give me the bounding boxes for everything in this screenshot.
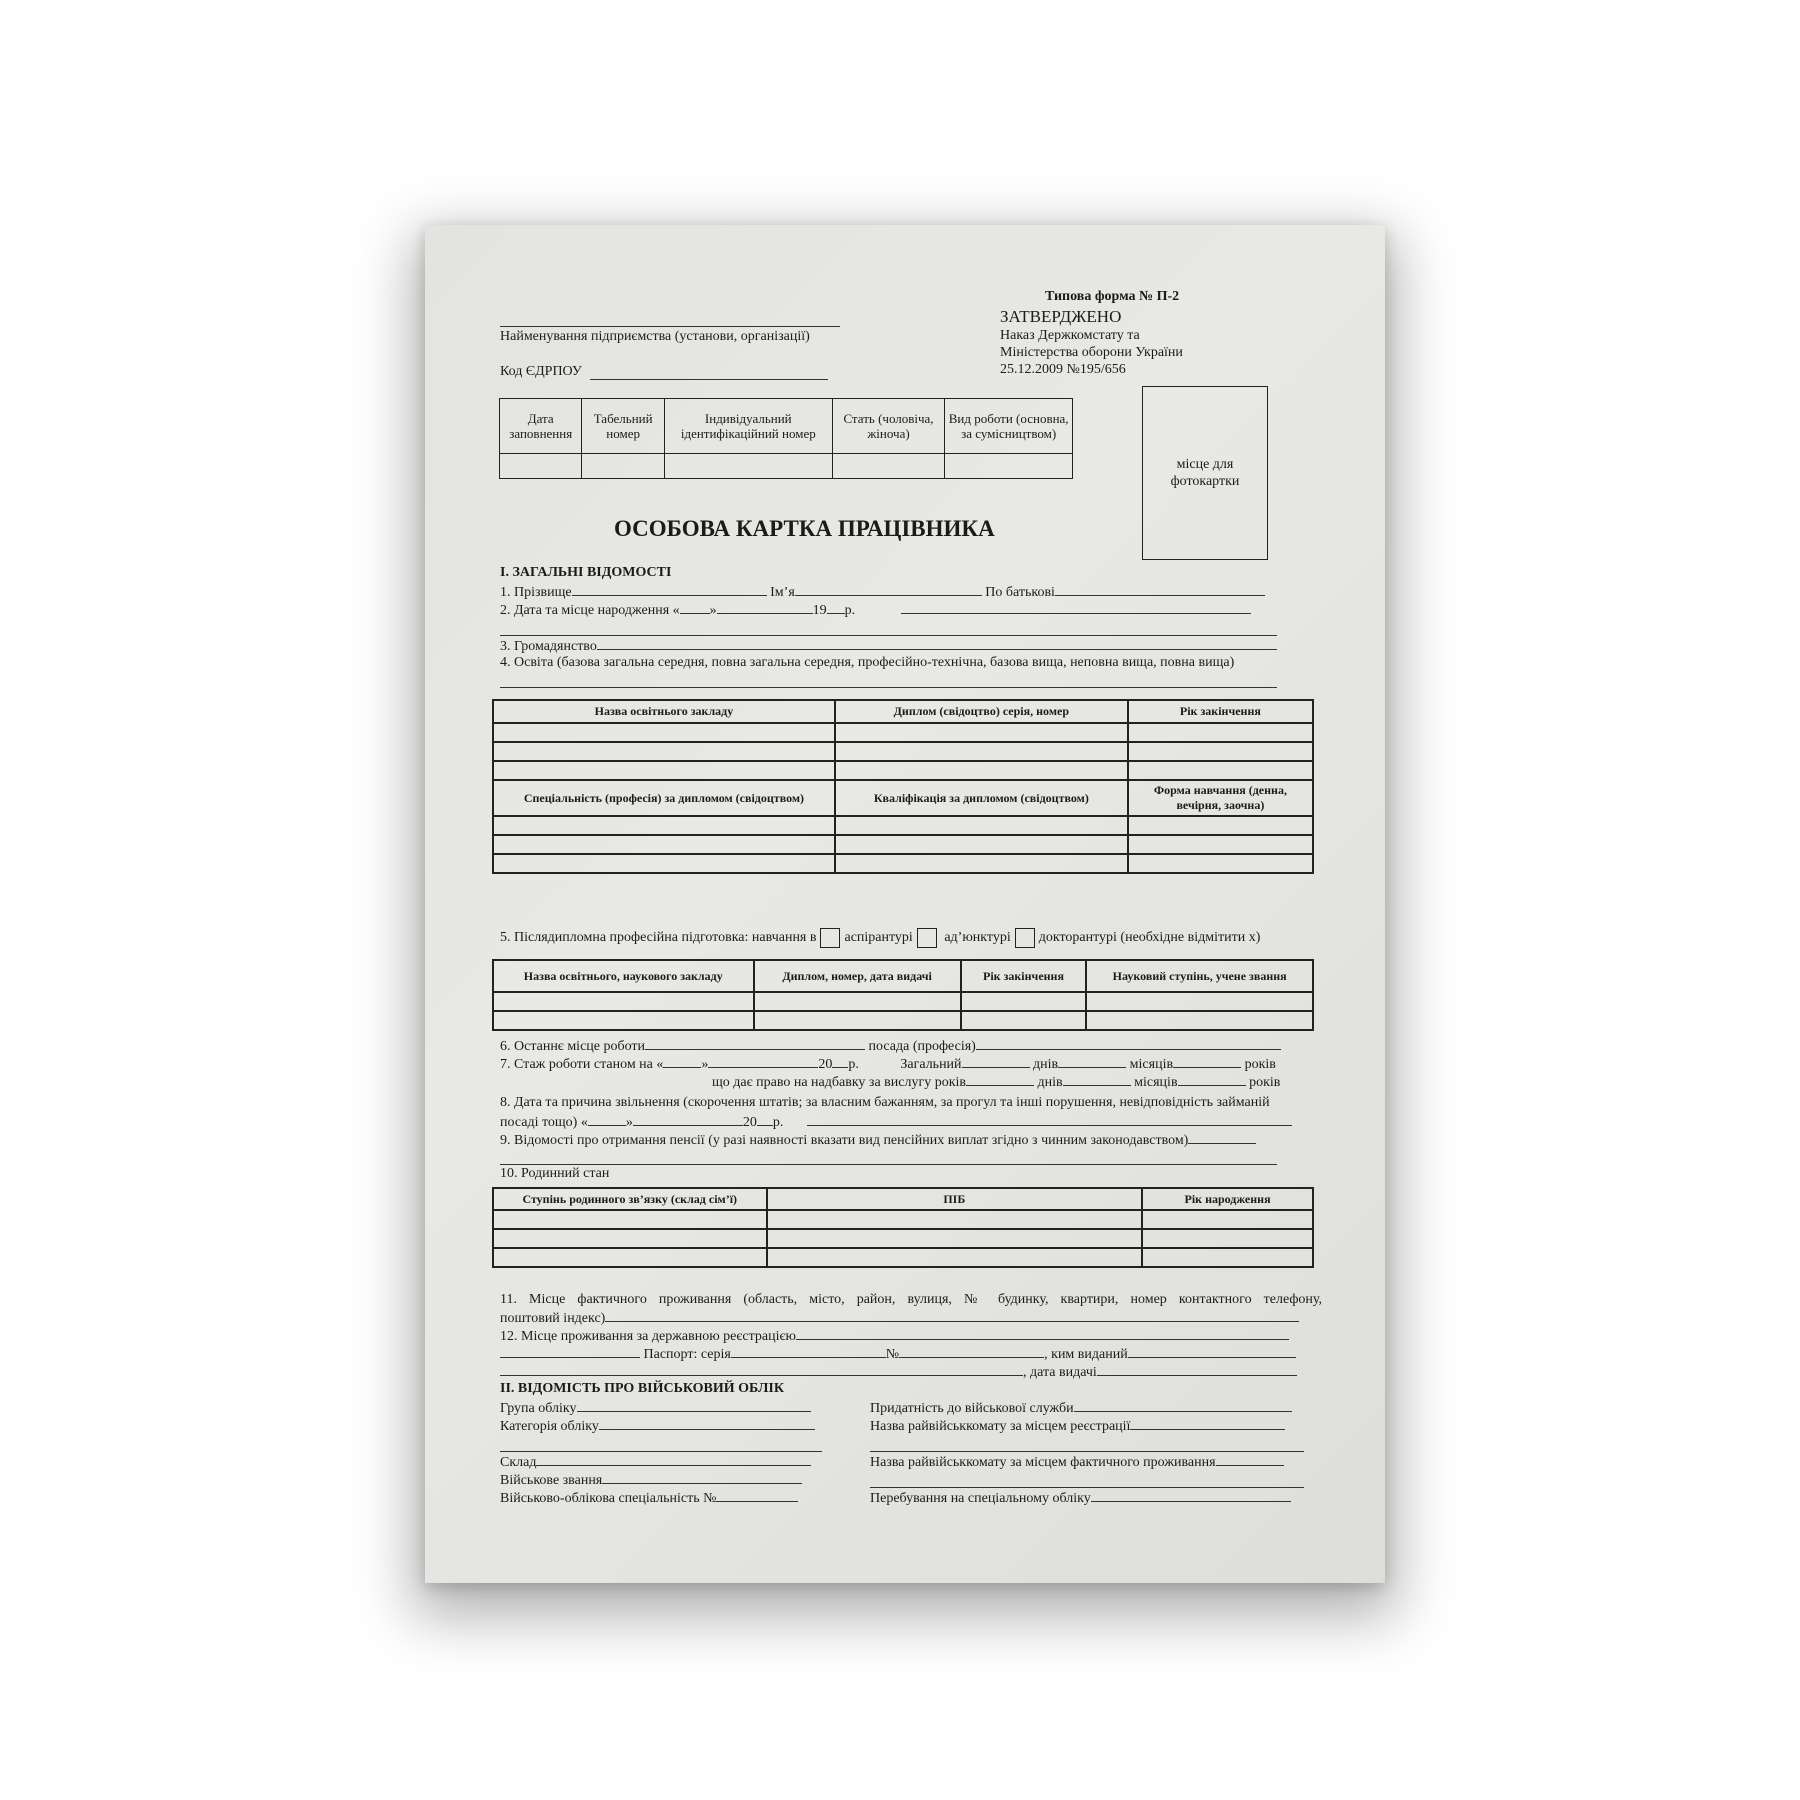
top-table-cell[interactable] xyxy=(582,454,664,479)
group-label: Група обліку xyxy=(500,1401,577,1416)
edu-header: Форма навчання (денна, вечірня, заочна) xyxy=(1128,780,1313,816)
top-table-header: Вид роботи (основна, за сумісництвом) xyxy=(945,399,1073,454)
bonus-months-field[interactable] xyxy=(1063,1073,1131,1086)
category-row xyxy=(500,1417,815,1435)
citizenship-field[interactable] xyxy=(597,637,1277,650)
edu-cell[interactable] xyxy=(1128,854,1313,873)
postgrad-cell[interactable] xyxy=(754,1011,961,1030)
top-table-cell[interactable] xyxy=(664,454,832,479)
edu-cell[interactable] xyxy=(835,723,1128,742)
issue-date-row xyxy=(500,1363,1297,1381)
org-name-label: Найменування підприємства (установи, організації) xyxy=(500,329,810,344)
section-1-heading: І. ЗАГАЛЬНІ ВІДОМОСТІ xyxy=(500,565,672,580)
bonus-label: що дає право на надбавку за вислугу років xyxy=(712,1075,967,1090)
postgrad-cell[interactable] xyxy=(1086,992,1313,1011)
passport-row xyxy=(500,1345,1296,1363)
education-table xyxy=(492,699,1314,874)
edu-cell[interactable] xyxy=(835,835,1128,854)
edu-cell[interactable] xyxy=(1128,816,1313,835)
office-actual-field[interactable] xyxy=(1216,1453,1284,1466)
org-name-field[interactable] xyxy=(500,326,840,327)
edu-header: Кваліфікація за дипломом (свідоцтвом) xyxy=(835,780,1128,816)
months-label: місяців xyxy=(1129,1057,1174,1072)
last-work-label: 6. Останнє місце роботи xyxy=(500,1039,646,1054)
issue-date-label: , дата видачі xyxy=(1023,1365,1097,1380)
edu-cell[interactable] xyxy=(1128,723,1313,742)
edu-cell[interactable] xyxy=(1128,742,1313,761)
position-field[interactable] xyxy=(976,1037,1281,1050)
postgrad-cell[interactable] xyxy=(493,992,754,1011)
composition-field[interactable] xyxy=(536,1453,811,1466)
name-label: Ім’я xyxy=(770,585,795,600)
special-field[interactable] xyxy=(1091,1489,1291,1502)
family-cell[interactable] xyxy=(1142,1248,1313,1267)
registration-field[interactable] xyxy=(796,1327,1289,1340)
composition-label: Склад xyxy=(500,1455,537,1470)
office-actual-label: Назва райвійськкомату за місцем фактичного проживання xyxy=(870,1455,1216,1470)
issued-by-field[interactable] xyxy=(1128,1345,1296,1358)
office-actual-row xyxy=(870,1453,1284,1471)
edu-cell[interactable] xyxy=(493,723,835,742)
family-header: Ступінь родинного зв’язку (склад сім’ї) xyxy=(493,1188,767,1210)
edrpou-label: Код ЄДРПОУ xyxy=(500,364,582,379)
aspirantura-label: аспірантурі xyxy=(844,930,913,946)
adjunktura-label: ад’юнктурі xyxy=(944,930,1011,946)
aspirantura-checkbox[interactable] xyxy=(820,928,840,948)
edu-cell[interactable] xyxy=(493,854,835,873)
bonus-days-label: днів xyxy=(1037,1075,1063,1090)
family-table xyxy=(492,1187,1314,1268)
edu-header: Спеціальність (професія) за дипломом (свідоцтвом) xyxy=(493,780,835,816)
edu-header: Рік закінчення xyxy=(1128,700,1313,723)
composition-row xyxy=(500,1453,811,1471)
fitness-field[interactable] xyxy=(1074,1399,1292,1412)
birth-row xyxy=(500,601,1251,619)
birth-year-suffix: р. xyxy=(844,603,856,618)
edrpou-field[interactable] xyxy=(590,379,828,380)
surname-row xyxy=(500,583,1265,601)
bonus-months-label: місяців xyxy=(1134,1075,1178,1090)
office-reg-field[interactable] xyxy=(1130,1417,1285,1430)
issued-by-label: , ким виданий xyxy=(1044,1347,1128,1362)
edu-cell[interactable] xyxy=(835,816,1128,835)
doktorantura-checkbox[interactable] xyxy=(1015,928,1035,948)
total-months-field[interactable] xyxy=(1058,1055,1126,1068)
category-field-2[interactable] xyxy=(500,1451,822,1452)
edu-cell[interactable] xyxy=(1128,835,1313,854)
issued-by-field-2[interactable] xyxy=(500,1363,1023,1376)
family-cell[interactable] xyxy=(767,1248,1143,1267)
dismissal-row xyxy=(500,1113,1292,1131)
order-line-1: Наказ Держкомстату та xyxy=(1000,328,1140,343)
dismissal-quote: » xyxy=(625,1115,633,1130)
family-header: Рік народження xyxy=(1142,1188,1313,1210)
top-table-header: Індивідуальний ідентифікаційний номер xyxy=(664,399,832,454)
top-table-header: Стать (чоловіча, жіноча) xyxy=(832,399,945,454)
edu-cell[interactable] xyxy=(835,742,1128,761)
specialty-label: Військово-облікова спеціальність № xyxy=(500,1491,717,1506)
specialty-row xyxy=(500,1489,798,1507)
passport-number-label: № xyxy=(885,1347,900,1362)
edu-cell[interactable] xyxy=(493,835,835,854)
postgrad-label: 5. Післядипломна професійна підготовка: навчання в xyxy=(500,930,817,946)
form-number: Типова форма № П-2 xyxy=(1045,289,1180,304)
edu-header: Диплом (свідоцтво) серія, номер xyxy=(835,700,1128,723)
last-work-row xyxy=(500,1037,1281,1055)
group-field[interactable] xyxy=(577,1399,811,1412)
postgrad-cell[interactable] xyxy=(961,1011,1087,1030)
dismissal-year-field[interactable] xyxy=(757,1113,773,1126)
fitness-label: Придатність до військової служби xyxy=(870,1401,1074,1416)
office-actual-field-2[interactable] xyxy=(870,1487,1304,1488)
postgrad-header: Рік закінчення xyxy=(961,960,1087,992)
dismissal-day-field[interactable] xyxy=(588,1113,626,1126)
stazh-label: 7. Стаж роботи станом на « xyxy=(500,1057,664,1072)
approved-label: ЗАТВЕРДЖЕНО xyxy=(1000,307,1122,326)
last-work-field[interactable] xyxy=(645,1037,865,1050)
stazh-quote: » xyxy=(701,1057,709,1072)
registration-row xyxy=(500,1327,1289,1345)
postgrad-cell[interactable] xyxy=(1086,1011,1313,1030)
stazh-century: 20 xyxy=(818,1057,833,1072)
family-cell[interactable] xyxy=(1142,1229,1313,1248)
family-cell[interactable] xyxy=(493,1248,767,1267)
birth-place-field[interactable] xyxy=(901,601,1251,614)
birth-day-field[interactable] xyxy=(680,601,710,614)
bonus-years-field[interactable] xyxy=(1178,1073,1246,1086)
postgrad-header: Диплом, номер, дата видачі xyxy=(754,960,961,992)
passport-number-field[interactable] xyxy=(899,1345,1044,1358)
top-table-cell[interactable] xyxy=(832,454,945,479)
specialty-field[interactable] xyxy=(716,1489,798,1502)
edu-cell[interactable] xyxy=(493,742,835,761)
office-reg-label: Назва райвійськкомату за місцем реєстрації xyxy=(870,1419,1131,1434)
pension-field-2[interactable] xyxy=(500,1164,1277,1165)
stazh-day-field[interactable] xyxy=(663,1055,701,1068)
citizenship-label: 3. Громадянство xyxy=(500,639,597,654)
patronymic-label: По батькові xyxy=(985,585,1055,600)
family-cell[interactable] xyxy=(493,1210,767,1229)
dismissal-label-2: посаді тощо) « xyxy=(500,1115,588,1130)
family-cell[interactable] xyxy=(1142,1210,1313,1229)
dismissal-label: 8. Дата та причина звільнення (скорочення штатів; за власним бажанням, за прогул та інші порушення, невідповідність займаній xyxy=(500,1095,1270,1110)
family-label: 10. Родинний стан xyxy=(500,1166,610,1181)
rank-field[interactable] xyxy=(602,1471,802,1484)
stazh-row xyxy=(500,1055,1276,1073)
postgrad-cell[interactable] xyxy=(493,1011,754,1030)
passport-series-label: Паспорт: серія xyxy=(643,1347,731,1362)
office-reg-field-2[interactable] xyxy=(870,1451,1304,1452)
family-cell[interactable] xyxy=(767,1210,1143,1229)
order-line-3: 25.12.2009 №195/656 xyxy=(1000,362,1126,377)
days-label: днів xyxy=(1033,1057,1059,1072)
education-label: 4. Освіта (базова загальна середня, повна загальна середня, професійно-технічна, базова вища, неповна вища, повна вища) xyxy=(500,655,1235,670)
category-label: Категорія обліку xyxy=(500,1419,599,1434)
adjunktura-checkbox[interactable] xyxy=(917,928,937,948)
education-field[interactable] xyxy=(500,687,1277,688)
top-table xyxy=(499,398,1073,479)
registration-label: 12. Місце проживання за державною реєстрацією xyxy=(500,1329,796,1344)
total-label: Загальний xyxy=(900,1057,962,1072)
pension-row xyxy=(500,1131,1256,1149)
page-title: ОСОБОВА КАРТКА ПРАЦІВНИКА xyxy=(614,516,995,541)
pension-label: 9. Відомості про отримання пенсії (у разі наявності вказати вид пенсійних виплат згідно з чинним законодавством) xyxy=(500,1133,1189,1148)
fitness-row xyxy=(870,1399,1292,1417)
passport-series-field[interactable] xyxy=(731,1345,886,1358)
surname-field[interactable] xyxy=(572,583,767,596)
patronymic-field[interactable] xyxy=(1055,583,1265,596)
photo-label: місце для фотокартки xyxy=(1170,457,1240,489)
stazh-year-field[interactable] xyxy=(832,1055,848,1068)
postgrad-header: Науковий ступінь, учене звання xyxy=(1086,960,1313,992)
edu-cell[interactable] xyxy=(493,761,835,780)
edu-cell[interactable] xyxy=(493,816,835,835)
citizenship-row xyxy=(500,637,1277,655)
top-table-header: Табельний номер xyxy=(582,399,664,454)
birth-label: 2. Дата та місце народження « xyxy=(500,603,680,618)
postgrad-table xyxy=(492,959,1314,1031)
dismissal-month-field[interactable] xyxy=(633,1113,743,1126)
family-cell[interactable] xyxy=(493,1229,767,1248)
residence-label-2: поштовий індекс) xyxy=(500,1311,606,1326)
edu-cell[interactable] xyxy=(835,761,1128,780)
edu-cell[interactable] xyxy=(835,854,1128,873)
birth-place-field-2[interactable] xyxy=(500,635,1277,636)
dismissal-reason-field[interactable] xyxy=(807,1113,1292,1126)
category-field[interactable] xyxy=(599,1417,815,1430)
residence-label: 11. Місце фактичного проживання (область, місто, район, вулиця, № будинку, квартири, номер контактного телефону, xyxy=(500,1292,1322,1307)
postgrad-header: Назва освітнього, наукового закладу xyxy=(493,960,754,992)
order-line-2: Міністерства оборони України xyxy=(1000,345,1183,360)
birth-year-field[interactable] xyxy=(827,601,845,614)
postgrad-row xyxy=(500,928,1260,948)
dismissal-century: 20 xyxy=(742,1115,757,1130)
issue-date-field[interactable] xyxy=(1097,1363,1297,1376)
bonus-row xyxy=(712,1073,1280,1091)
edu-header: Назва освітнього закладу xyxy=(493,700,835,723)
top-table-cell[interactable] xyxy=(945,454,1073,479)
special-label: Перебування на спеціальному обліку xyxy=(870,1491,1091,1506)
top-table-cell[interactable] xyxy=(500,454,582,479)
birth-month-field[interactable] xyxy=(717,601,813,614)
years-label: років xyxy=(1244,1057,1276,1072)
residence-field[interactable] xyxy=(605,1309,1299,1322)
registration-field-2[interactable] xyxy=(500,1345,640,1358)
bonus-years-label: років xyxy=(1249,1075,1281,1090)
rank-label: Військове звання xyxy=(500,1473,603,1488)
bonus-days-field[interactable] xyxy=(966,1073,1034,1086)
residence-row-2 xyxy=(500,1309,1299,1327)
total-days-field[interactable] xyxy=(962,1055,1030,1068)
birth-century: 19 xyxy=(812,603,827,618)
top-table-header: Дата заповнення xyxy=(500,399,582,454)
office-reg-row xyxy=(870,1417,1285,1435)
pension-field[interactable] xyxy=(1188,1131,1256,1144)
form-sheet xyxy=(425,225,1385,1583)
special-row xyxy=(870,1489,1291,1507)
position-label: посада (професія) xyxy=(868,1039,976,1054)
name-field[interactable] xyxy=(795,583,982,596)
postgrad-cell[interactable] xyxy=(961,992,1087,1011)
group-row xyxy=(500,1399,811,1417)
dismissal-year-suffix: р. xyxy=(772,1115,784,1130)
total-years-field[interactable] xyxy=(1173,1055,1241,1068)
birth-quote: » xyxy=(709,603,717,618)
photo-placeholder xyxy=(1142,386,1268,560)
doktorantura-label: докторантурі (необхідне відмітити х) xyxy=(1038,930,1261,946)
rank-row xyxy=(500,1471,802,1489)
family-cell[interactable] xyxy=(767,1229,1143,1248)
stazh-month-field[interactable] xyxy=(708,1055,818,1068)
stazh-year-suffix: р. xyxy=(848,1057,859,1072)
surname-label: 1. Прізвище xyxy=(500,585,572,600)
postgrad-cell[interactable] xyxy=(754,992,961,1011)
edu-cell[interactable] xyxy=(1128,761,1313,780)
family-header: ПІБ xyxy=(767,1188,1143,1210)
section-2-heading: ІІ. ВІДОМІСТЬ ПРО ВІЙСЬКОВИЙ ОБЛІК xyxy=(500,1381,784,1396)
